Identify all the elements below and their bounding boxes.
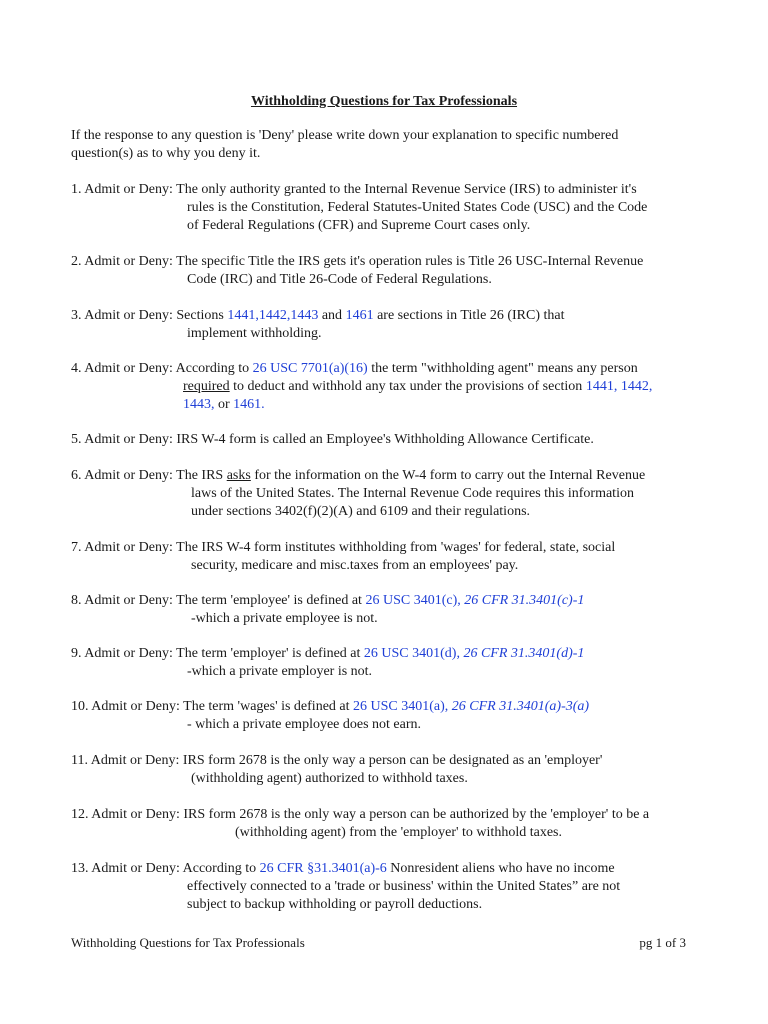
question-13 (71, 860, 731, 914)
question-2 (71, 253, 731, 289)
question-1-lead: 1. Admit or Deny: (71, 182, 177, 197)
question-1-line-1: The only authority granted to the Internal Revenue Service (IRS) to administer it's (176, 182, 637, 197)
asks-word: asks (226, 468, 251, 483)
cfr-3401a-link[interactable]: 26 CFR 31.3401(a)-3(a) (451, 699, 590, 714)
question-2-lead: 2. Admit or Deny: (71, 254, 177, 269)
usc-7701-link[interactable]: 26 USC 7701(a)(16) (252, 361, 368, 376)
usc-3401d-link[interactable]: 26 USC 3401(d), (363, 646, 460, 661)
question-2-line-2: Code (IRC) and Title 26-Code of Federal Regulations. (187, 272, 492, 287)
intro-paragraph (71, 127, 711, 163)
cfr-3401d-link[interactable]: 26 CFR 31.3401(d)-1 (463, 646, 585, 661)
question-7 (71, 539, 731, 575)
question-9 (71, 645, 731, 681)
question-6-text-2: for the information on the W-4 form to carry out the Internal Revenue (250, 468, 646, 483)
question-8-text: The term 'employee' is defined at (176, 593, 366, 608)
question-13-line-2: effectively connected to a 'trade or business' within the United States” are not (187, 879, 621, 894)
question-6-line-2: laws of the United States. The Internal Revenue Code requires this information (191, 486, 634, 501)
section-link-1461-b[interactable]: 1461 (233, 397, 262, 412)
question-12-line-1: IRS form 2678 is the only way a person can be authorized by the 'employer' to be a (183, 807, 650, 822)
question-10-text: The term 'wages' is defined at (183, 699, 354, 714)
question-7-line-1: The IRS W-4 form institutes withholding from 'wages' for federal, state, social (176, 540, 616, 555)
question-7-lead: 7. Admit or Deny: (71, 540, 177, 555)
question-11-line-2: (withholding agent) authorized to withhold taxes. (191, 771, 468, 786)
question-11-line-1: IRS form 2678 is the only way a person can be designated as an 'employer' (182, 753, 603, 768)
question-5-line-1: IRS W-4 form is called an Employee's Withholding Allowance Certificate. (176, 432, 594, 447)
question-6-line-3: under sections 3402(f)(2)(A) and 6109 and their regulations. (191, 504, 531, 519)
section-link-1441-1443[interactable]: 1441,1442,1443 (227, 308, 319, 323)
question-3-text: Sections (176, 308, 228, 323)
question-1-line-2: rules is the Constitution, Federal Statutes-United States Code (USC) and the Code (187, 200, 648, 215)
question-12-lead: 12. Admit or Deny: (71, 807, 184, 822)
page-number: pg 1 of 3 (639, 935, 686, 950)
question-3-text-and: and (318, 308, 346, 323)
question-5-lead: 5. Admit or Deny: (71, 432, 177, 447)
question-4-text-3: to deduct and withhold any tax under the provisions of section (229, 379, 586, 394)
question-9-lead: 9. Admit or Deny: (71, 646, 177, 661)
question-6 (71, 467, 731, 521)
question-2-line-1: The specific Title the IRS gets it's operation rules is Title 26 USC-Internal Revenue (176, 254, 644, 269)
question-3-lead: 3. Admit or Deny: (71, 308, 177, 323)
question-4-text-or: or (214, 397, 234, 412)
question-9-text: The term 'employer' is defined at (176, 646, 364, 661)
question-4-period: . (261, 397, 265, 412)
question-8-lead: 8. Admit or Deny: (71, 593, 177, 608)
required-word: required (183, 379, 230, 394)
question-4-text: According to (175, 361, 253, 376)
question-8 (71, 592, 731, 628)
question-11 (71, 752, 731, 788)
question-7-line-2: security, medicare and misc.taxes from an employees' pay. (191, 558, 519, 573)
question-3-line-2: implement withholding. (187, 326, 322, 341)
question-4-lead: 4. Admit or Deny: (71, 361, 176, 376)
section-link-1443[interactable]: 1443, (183, 397, 215, 412)
document-title: Withholding Questions for Tax Professionals (250, 94, 518, 109)
question-10-line-2: - which a private employee does not earn. (187, 717, 422, 732)
question-10 (71, 698, 731, 734)
question-10-lead: 10. Admit or Deny: (71, 699, 184, 714)
question-13-text: According to (182, 861, 260, 876)
question-4-text-2: the term "withholding agent" means any person (367, 361, 638, 376)
question-1 (71, 181, 731, 235)
section-link-1461[interactable]: 1461 (345, 308, 374, 323)
question-12 (71, 806, 731, 842)
section-link-1441-1442[interactable]: 1441, 1442, (585, 379, 653, 394)
question-11-lead: 11. Admit or Deny: (71, 753, 183, 768)
question-13-text-2: Nonresident aliens who have no income (386, 861, 615, 876)
question-13-line-3: subject to backup withholding or payroll deductions. (187, 897, 483, 912)
question-12-line-2: (withholding agent) from the 'employer' to withhold taxes. (235, 825, 562, 840)
usc-3401a-link[interactable]: 26 USC 3401(a), (353, 699, 449, 714)
intro-line-1: If the response to any question is 'Deny' please write down your explanation to specific numbered (71, 128, 619, 143)
question-13-lead: 13. Admit or Deny: (71, 861, 183, 876)
question-3 (71, 307, 731, 343)
question-1-line-3: of Federal Regulations (CFR) and Supreme Court cases only. (187, 218, 531, 233)
question-9-line-2: -which a private employer is not. (187, 664, 373, 679)
question-5 (71, 431, 731, 449)
question-6-lead: 6. Admit or Deny: (71, 468, 177, 483)
question-6-text: The IRS (176, 468, 227, 483)
footer-title: Withholding Questions for Tax Professionals (71, 935, 305, 950)
question-4 (71, 360, 731, 414)
question-8-line-2: -which a private employee is not. (191, 611, 378, 626)
usc-3401c-link[interactable]: 26 USC 3401(c), (365, 593, 461, 608)
cfr-3401c-link[interactable]: 26 CFR 31.3401(c)-1 (464, 593, 585, 608)
intro-line-2: question(s) as to why you deny it. (71, 146, 261, 161)
cfr-3401a6-link[interactable]: 26 CFR §31.3401(a)-6 (259, 861, 387, 876)
question-3-text-end: are sections in Title 26 (IRC) that (373, 308, 565, 323)
